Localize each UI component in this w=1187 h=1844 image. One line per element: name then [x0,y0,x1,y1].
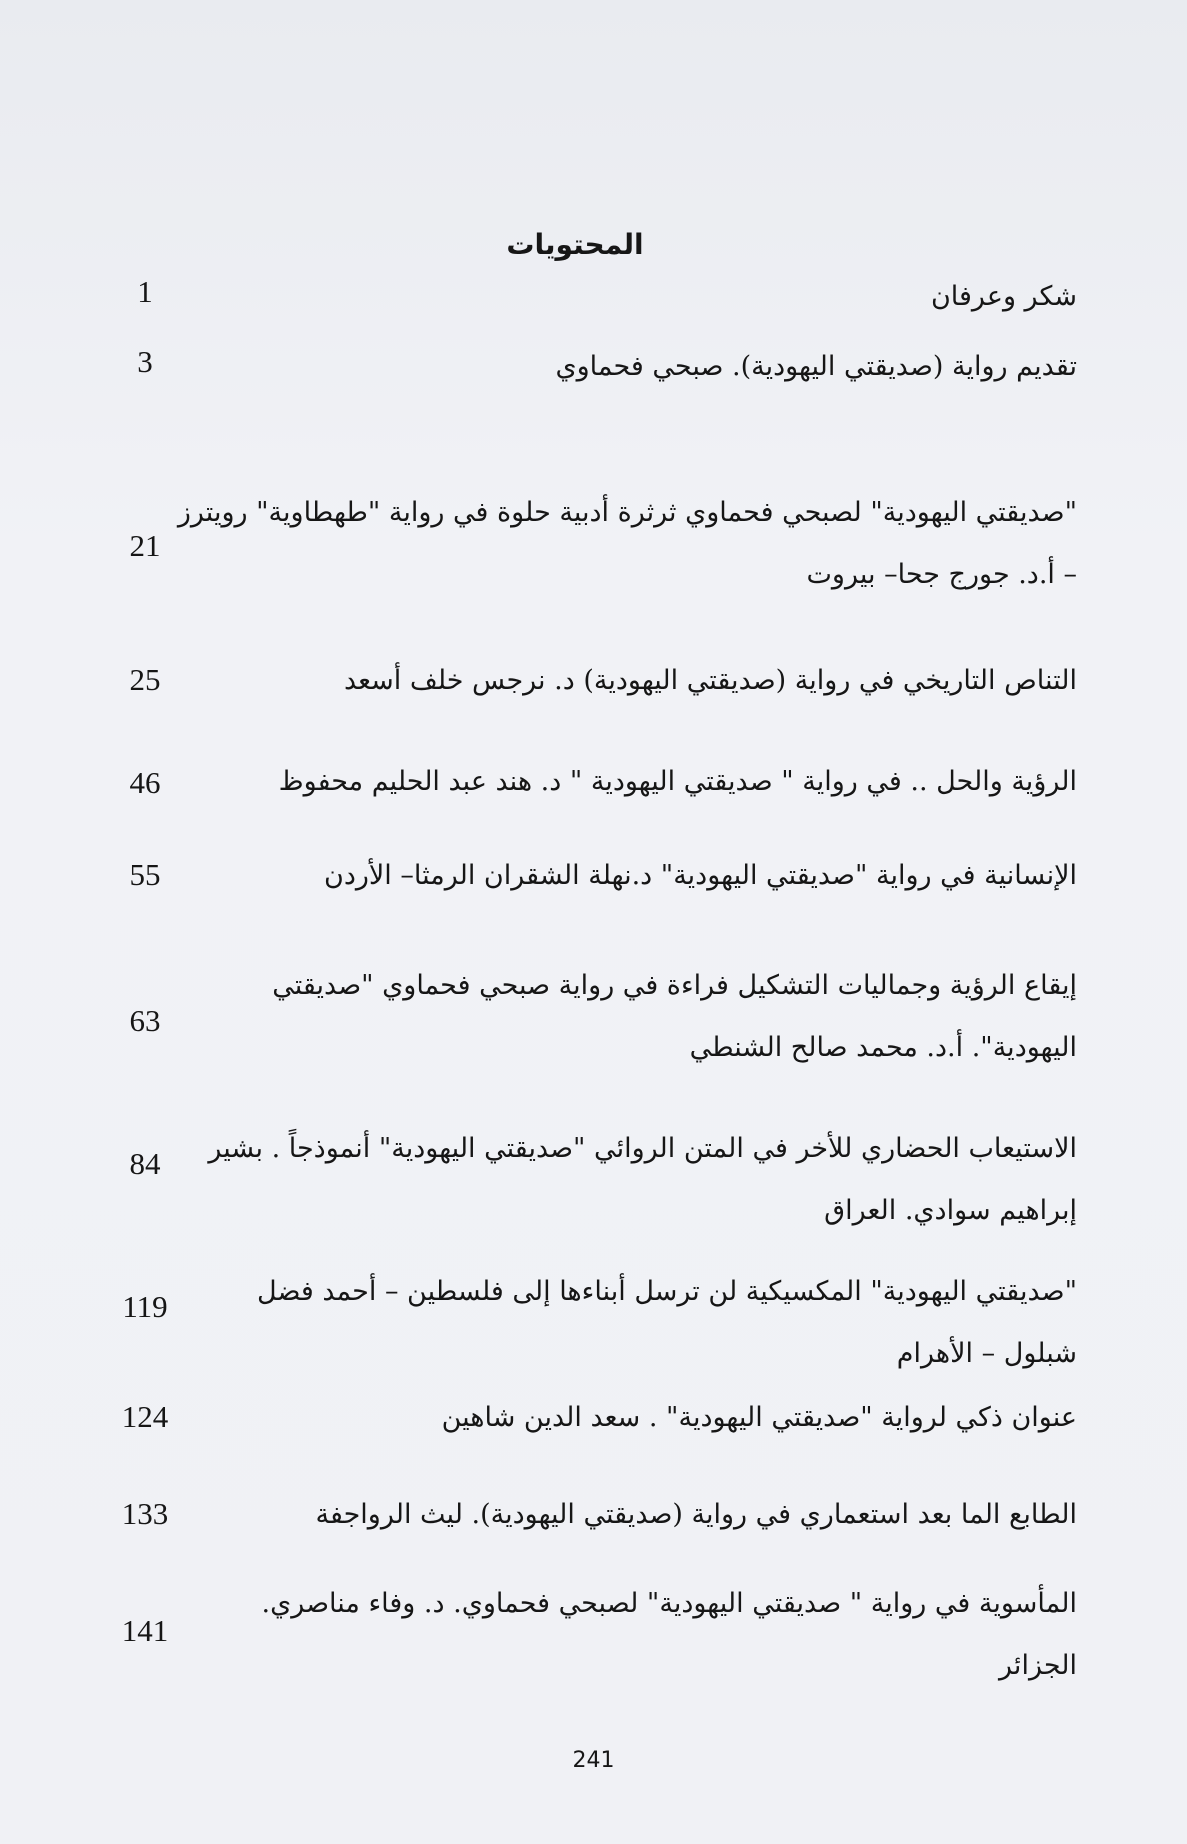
toc-entry-page: 25 [129,662,161,697]
toc-entry-page: 46 [129,765,161,800]
toc-entry-text: الاستيعاب الحضاري للأخر في المتن الروائي "صديقتي اليهودية" أنموذجاً . بشير إبراهيم سوادي. العراق [208,1133,1077,1226]
toc-entry-page: 3 [137,344,153,379]
page-title: المحتويات [506,228,644,261]
toc-entry-text: الطابع الما بعد استعماري في رواية (صديقتي اليهودية). ليث الرواجفة [315,1499,1077,1530]
toc-entry-text: المأسوية في رواية " صديقتي اليهودية" لصبحي فحماوي. د. وفاء مناصري. الجزائر [261,1588,1077,1681]
toc-entry-page: 119 [122,1289,168,1324]
toc-entry-page: 55 [129,857,161,892]
toc-entry-text: إيقاع الرؤية وجماليات التشكيل فراءة في رواية صبحي فحماوي "صديقتي اليهودية". أ.د. محمد صالح الشنطي [272,970,1077,1063]
toc-entry-page: 133 [121,1496,169,1531]
toc-entry-page: 124 [121,1399,169,1434]
toc-entry-text: "صديقتي اليهودية" المكسيكية لن ترسل أبناءها إلى فلسطين – أحمد فضل شبلول – الأهرام [257,1276,1077,1369]
toc-entry-text: الإنسانية في رواية "صديقتي اليهودية" د.نهلة الشقران الرمثا– الأردن [324,860,1077,891]
page-number: 241 [572,1748,615,1773]
toc-entry-text: عنوان ذكي لرواية "صديقتي اليهودية" . سعد الدين شاهين [441,1402,1077,1433]
toc-entry-text: "صديقتي اليهودية" لصبحي فحماوي ثرثرة أدبية حلوة في رواية "طهطاوية" رويترز – أ.د. جورج جحا– بيروت [177,497,1077,590]
toc-entry-page: 1 [137,274,153,309]
toc-entry-page: 84 [129,1146,161,1181]
toc-entry-page: 63 [129,1003,161,1038]
toc-entry-page: 21 [129,528,161,563]
toc-entry-text: تقديم رواية (صديقتي اليهودية). صبحي فحماوي [555,351,1077,382]
toc-entry-text: التناص التاريخي في رواية (صديقتي اليهودية) د. نرجس خلف أسعد [343,665,1077,696]
toc-entry-text: شكر وعرفان [930,281,1077,312]
toc-entry-text: الرؤية والحل .. في رواية " صديقتي اليهودية " د. هند عبد الحليم محفوظ [278,766,1077,797]
toc-entry-page: 141 [121,1613,169,1648]
